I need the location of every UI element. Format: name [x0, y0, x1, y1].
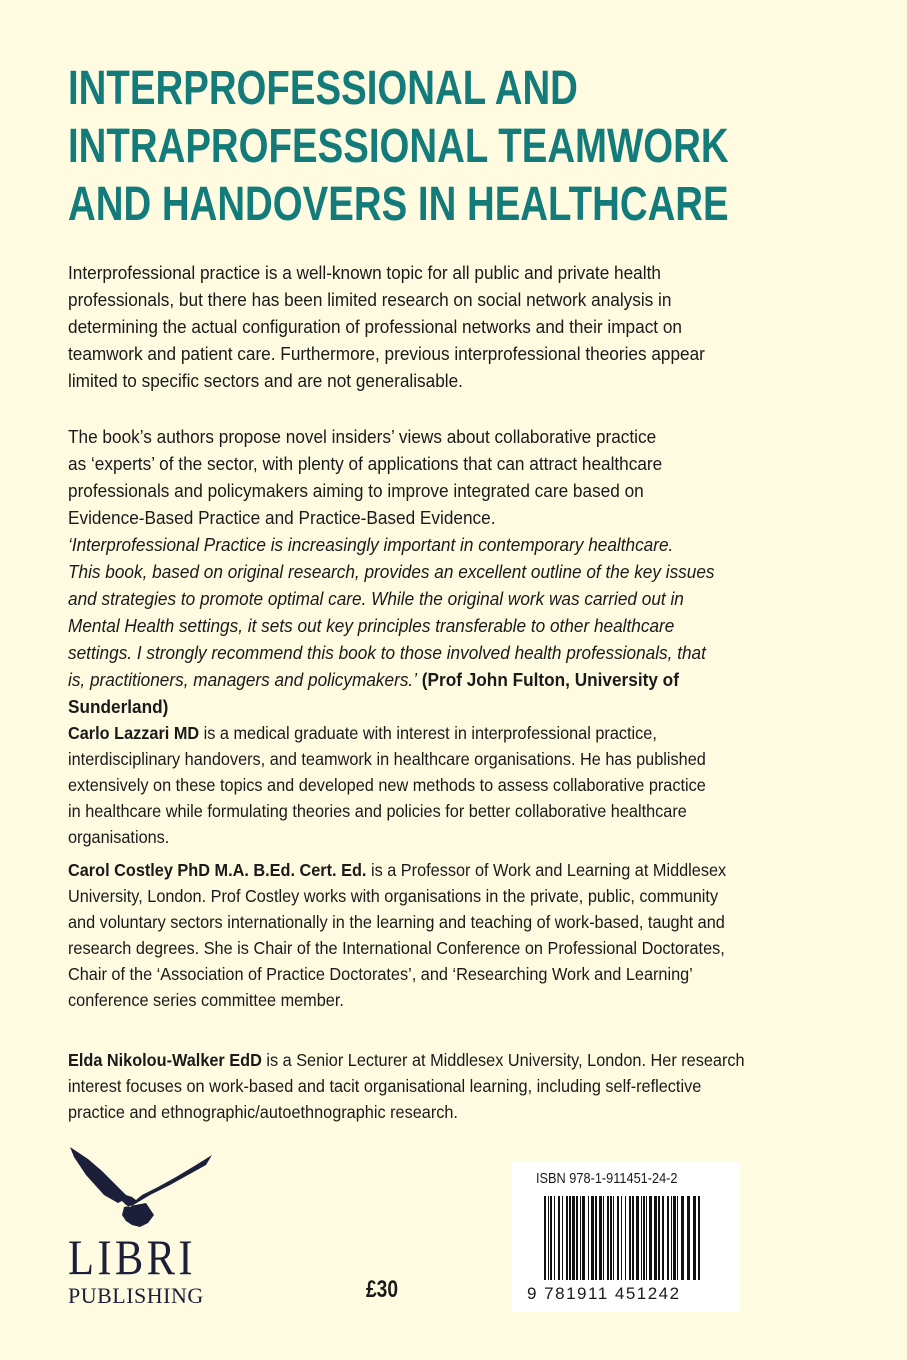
barcode-bar	[558, 1196, 560, 1280]
barcode-bar	[591, 1196, 594, 1280]
barcode-bar	[544, 1196, 546, 1280]
text-line: organisations.	[68, 827, 170, 847]
quote-attribution: Sunderland)	[68, 696, 169, 717]
description-paragraph-1	[68, 259, 753, 394]
text-line: Chair of the ‘Association of Practice Doctorates’, and ‘Researching Work and Learning’	[68, 964, 693, 984]
barcode-bar	[617, 1196, 619, 1280]
barcode-digits: 9 781911 451242	[527, 1284, 681, 1303]
text-line: professionals, but there has been limited research on social network analysis in	[68, 289, 672, 310]
barcode-bar	[629, 1196, 631, 1280]
text-line: interest focuses on work-based and tacit organisational learning, including self-reflective	[68, 1076, 702, 1096]
barcode-bar	[550, 1196, 552, 1280]
barcode-bar	[641, 1196, 642, 1280]
barcode-bar	[698, 1196, 700, 1280]
barcode-bar	[677, 1196, 678, 1280]
barcode-bar	[572, 1196, 575, 1280]
text-line	[68, 693, 715, 720]
text-line: Interprofessional practice is a well-known topic for all public and private health	[68, 262, 661, 283]
barcode-bar	[576, 1196, 578, 1280]
barcode-bar	[681, 1196, 684, 1280]
barcode-icon	[532, 1196, 712, 1282]
barcode-bar	[610, 1196, 612, 1280]
publisher-subtitle: PUBLISHING	[68, 1283, 204, 1308]
text-span: is a medical graduate with interest in interprofessional practice,	[199, 723, 657, 743]
text-span: is a Professor of Work and Learning at Middlesex	[366, 860, 727, 880]
title-line: INTERPROFESSIONAL AND	[68, 62, 578, 115]
book-title	[68, 60, 894, 234]
isbn-barcode	[512, 1162, 740, 1312]
text-line: conference series committee member.	[68, 990, 344, 1010]
barcode-bar	[643, 1196, 645, 1280]
barcode-bar	[566, 1196, 568, 1280]
text-line: Mental Health settings, it sets out key principles transferable to other healthcare	[68, 615, 675, 636]
barcode-bar	[632, 1196, 634, 1280]
barcode-bar	[646, 1196, 647, 1280]
text-line: Evidence-Based Practice and Practice-Based Evidence.	[68, 507, 496, 528]
barcode-bar	[658, 1196, 660, 1280]
barcode-bar	[625, 1196, 626, 1280]
author-name: Elda Nikolou-Walker EdD	[68, 1050, 262, 1070]
price: £30	[366, 1276, 399, 1303]
barcode-bar	[671, 1196, 672, 1280]
barcode-bar	[649, 1196, 652, 1280]
eagle-logo-icon	[66, 1145, 216, 1230]
barcode-bar	[580, 1196, 581, 1280]
barcode-bar	[582, 1196, 585, 1280]
text-line: and strategies to promote optimal care. While the original work was carried out in	[68, 588, 684, 609]
text-line: extensively on these topics and developed new methods to assess collaborative practice	[68, 775, 706, 795]
barcode-bar	[562, 1196, 563, 1280]
barcode-bar	[607, 1196, 609, 1280]
author-bio-nikolou-walker	[68, 1047, 796, 1125]
barcode-bar	[654, 1196, 657, 1280]
quote-attribution: (Prof John Fulton, University of	[417, 669, 679, 690]
text-line: University, London. Prof Costley works with organisations in the private, public, community	[68, 886, 719, 906]
endorsement-quote	[68, 531, 763, 720]
barcode-bar	[554, 1196, 555, 1280]
author-bio-lazzari	[68, 720, 754, 850]
text-line: in healthcare while formulating theories and policies for better collaborative healthcare	[68, 801, 687, 821]
text-line: as ‘experts’ of the sector, with plenty of applications that can attract healthcare	[68, 453, 663, 474]
barcode-bar	[687, 1196, 690, 1280]
barcode-bar	[673, 1196, 676, 1280]
barcode-bar	[588, 1196, 589, 1280]
barcode-bar	[595, 1196, 597, 1280]
text-line	[68, 666, 715, 693]
text-line: and voluntary sectors internationally in the learning and teaching of work-based, taught and	[68, 912, 725, 932]
text-line: limited to specific sectors and are not generalisable.	[68, 370, 463, 391]
text-line: The book’s authors propose novel insiders’ views about collaborative practice	[68, 426, 657, 447]
barcode-bar	[621, 1196, 622, 1280]
text-line	[68, 720, 706, 746]
barcode-bar	[603, 1196, 604, 1280]
author-name: Carol Costley PhD M.A. B.Ed. Cert. Ed.	[68, 860, 367, 880]
barcode-bar	[548, 1196, 549, 1280]
barcode-bar	[662, 1196, 664, 1280]
barcode-bar	[667, 1196, 669, 1280]
title-line: INTRAPROFESSIONAL TEAMWORK	[68, 120, 729, 173]
isbn-label: ISBN 978-1-911451-24-2	[536, 1170, 678, 1187]
author-bio-costley	[68, 857, 776, 1013]
text-line: ‘Interprofessional Practice is increasingly important in contemporary healthcare.	[68, 534, 674, 555]
text-line: teamwork and patient care. Furthermore, previous interprofessional theories appear	[68, 343, 705, 364]
barcode-bar	[613, 1196, 614, 1280]
text-span: is a Senior Lecturer at Middlesex University, London. Her research	[261, 1050, 745, 1070]
text-line: settings. I strongly recommend this book to those involved health professionals, that	[68, 642, 706, 663]
description-paragraph-2	[68, 423, 707, 531]
text-line: interdisciplinary handovers, and teamwork in healthcare organisations. He has published	[68, 749, 706, 769]
publisher-name: LIBRI	[68, 1229, 196, 1285]
barcode-bar	[569, 1196, 571, 1280]
text-line: This book, based on original research, provides an excellent outline of the key issues	[68, 561, 715, 582]
barcode-bar	[693, 1196, 696, 1280]
text-line: research degrees. She is Chair of the International Conference on Professional Doctorates,	[68, 938, 725, 958]
title-line: AND HANDOVERS IN HEALTHCARE	[68, 178, 729, 231]
text-line: practice and ethnographic/autoethnographic research.	[68, 1102, 458, 1122]
text-line: determining the actual configuration of professional networks and their impact on	[68, 316, 683, 337]
author-name: Carlo Lazzari MD	[68, 723, 200, 743]
barcode-bar	[599, 1196, 602, 1280]
text-line	[68, 857, 726, 883]
quote-end: is, practitioners, managers and policymakers.’	[68, 669, 418, 690]
barcode-bar	[636, 1196, 639, 1280]
text-line	[68, 1047, 745, 1073]
text-line: professionals and policymakers aiming to improve integrated care based on	[68, 480, 644, 501]
